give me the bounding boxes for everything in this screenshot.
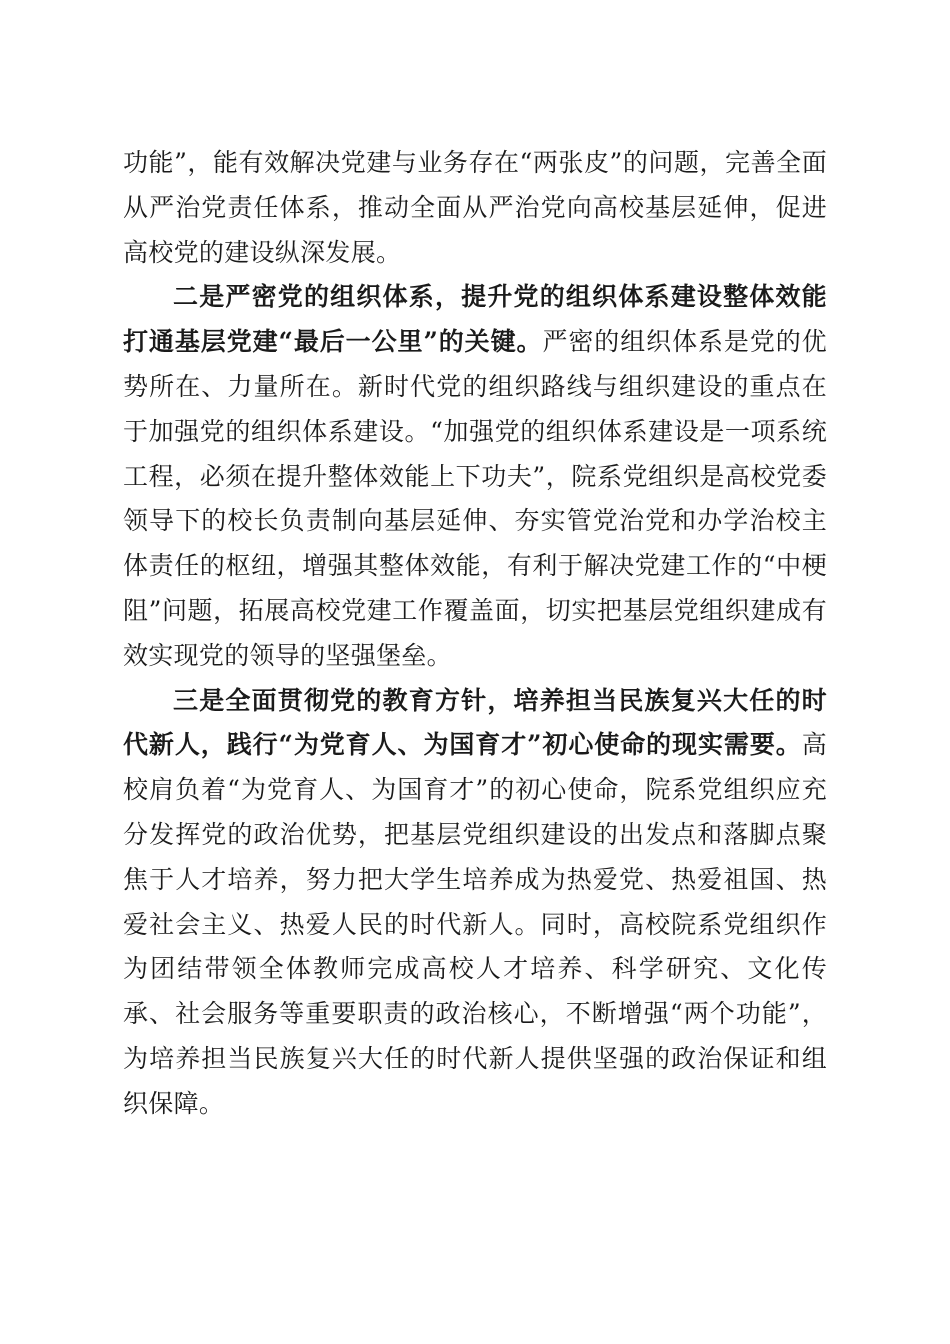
paragraph-body: 功能”，能有效解决党建与业务存在“两张皮”的问题，完善全面从严治党责任体系，推动全面从严治党向高校基层延伸，促进高校党的建设纵深发展。 xyxy=(123,148,827,267)
paragraph-lead: 三是全面贯彻党的教育方针，培养担当民族复兴大任的时代新人，践行“为党育人、为国育才”初心使命的现实需要。 xyxy=(123,685,827,760)
paragraph-body: 严密的组织体系是党的优势所在、力量所在。新时代党的组织路线与组织建设的重点在于加强党的组织体系建设。“加强党的组织体系建设是一项系统工程，必须在提升整体效能上下功夫”，院系党组织是高校党委领导下的校长负责制向基层延伸、夯实管党治党和办学治校主体责任的枢纽，增强其整体效能，有利于解决党建工作的“中梗阻”问题，拓展高校党建工作覆盖面，切实把基层党组织建成有效实现党的领导的坚强堡垒。 xyxy=(123,327,827,670)
paragraph-continuation xyxy=(123,141,827,275)
paragraph-lead: 二是严密党的组织体系，提升党的组织体系建设整体效能打通基层党建“最后一公里”的关键。 xyxy=(123,282,827,357)
paragraph-education-policy xyxy=(123,679,827,1127)
paragraph-organization-system xyxy=(123,275,827,678)
paragraph-body: 高校肩负着“为党育人、为国育才”的初心使命，院系党组织应充分发挥党的政治优势，把基层党组织建设的出发点和落脚点聚焦于人才培养，努力把大学生培养成为热爱党、热爱祖国、热爱社会主义、热爱人民的时代新人。同时，高校院系党组织作为团结带领全体教师完成高校人才培养、科学研究、文化传承、社会服务等重要职责的政治核心，不断增强“两个功能”，为培养担当民族复兴大任的时代新人提供坚强的政治保证和组织保障。 xyxy=(123,730,827,1118)
document-body xyxy=(123,141,827,1127)
